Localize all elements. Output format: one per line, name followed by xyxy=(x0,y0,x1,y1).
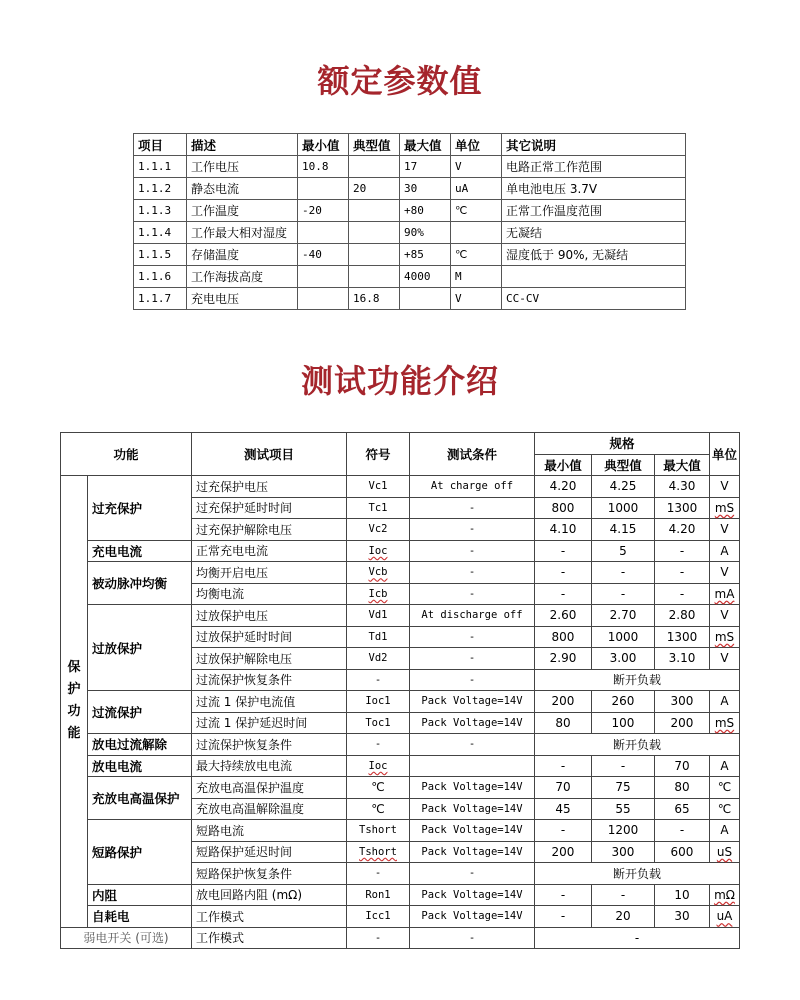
spec-merged: 断开负载 xyxy=(534,734,739,756)
cell xyxy=(400,288,451,310)
condition: - xyxy=(409,626,534,648)
cell xyxy=(298,266,349,288)
unit: V xyxy=(709,519,739,541)
test-item: 充放电高温解除温度 xyxy=(191,798,346,820)
min-value: - xyxy=(534,906,591,928)
group-label: 自耗电 xyxy=(88,906,192,928)
cell: 4000 xyxy=(400,266,451,288)
cell: 湿度低于 90%, 无凝结 xyxy=(502,244,686,266)
cell: 17 xyxy=(400,156,451,178)
typ-value: 1200 xyxy=(591,820,654,842)
header-cell: 典型值 xyxy=(591,454,654,476)
cell: 1.1.3 xyxy=(134,200,187,222)
max-value: 1300 xyxy=(654,497,709,519)
symbol: Tshort xyxy=(346,841,409,863)
condition: - xyxy=(409,540,534,562)
symbol: Vd2 xyxy=(346,648,409,670)
cell: 16.8 xyxy=(349,288,400,310)
rated-params-title: 额定参数值 xyxy=(317,62,483,100)
symbol: - xyxy=(346,863,409,885)
header-cell: 符号 xyxy=(346,433,409,476)
test-item: 过流 1 保护电流值 xyxy=(191,691,346,713)
table-header-row xyxy=(134,134,686,156)
cell: 单电池电压 3.7V xyxy=(502,178,686,200)
max-value: 200 xyxy=(654,712,709,734)
max-value: 30 xyxy=(654,906,709,928)
min-value: - xyxy=(534,583,591,605)
max-value: 80 xyxy=(654,777,709,799)
header-cell: 单位 xyxy=(709,433,739,476)
table-row xyxy=(61,884,740,906)
min-value: 200 xyxy=(534,841,591,863)
typ-value: 2.70 xyxy=(591,605,654,627)
condition: At charge off xyxy=(409,476,534,498)
max-value: 65 xyxy=(654,798,709,820)
typ-value: 55 xyxy=(591,798,654,820)
typ-value: 4.15 xyxy=(591,519,654,541)
cell: M xyxy=(451,266,502,288)
symbol: ℃ xyxy=(346,777,409,799)
typ-value: 1000 xyxy=(591,497,654,519)
condition: Pack Voltage=14V xyxy=(409,777,534,799)
symbol: ℃ xyxy=(346,798,409,820)
min-value: - xyxy=(534,820,591,842)
unit: A xyxy=(709,540,739,562)
table-row xyxy=(134,156,686,178)
condition: Pack Voltage=14V xyxy=(409,712,534,734)
min-value: 80 xyxy=(534,712,591,734)
spec-merged: - xyxy=(534,927,739,949)
condition: - xyxy=(409,863,534,885)
condition: - xyxy=(409,734,534,756)
cell: +80 xyxy=(400,200,451,222)
header-cell: 最大值 xyxy=(400,134,451,156)
symbol: Vc1 xyxy=(346,476,409,498)
table-row xyxy=(61,755,740,777)
cell xyxy=(349,244,400,266)
condition: - xyxy=(409,927,534,949)
typ-value: - xyxy=(591,884,654,906)
symbol: Vc2 xyxy=(346,519,409,541)
test-item: 充放电高温保护温度 xyxy=(191,777,346,799)
header-cell: 单位 xyxy=(451,134,502,156)
max-value: 70 xyxy=(654,755,709,777)
typ-value: - xyxy=(591,755,654,777)
group-label: 充放电高温保护 xyxy=(88,777,192,820)
group-label: 过放保护 xyxy=(88,605,192,691)
symbol: Vd1 xyxy=(346,605,409,627)
typ-value: - xyxy=(591,562,654,584)
group-label: 被动脉冲均衡 xyxy=(88,562,192,605)
cell: 1.1.1 xyxy=(134,156,187,178)
max-value: 1300 xyxy=(654,626,709,648)
cell: 30 xyxy=(400,178,451,200)
symbol: - xyxy=(346,669,409,691)
typ-value: 75 xyxy=(591,777,654,799)
table-row xyxy=(134,178,686,200)
typ-value: 260 xyxy=(591,691,654,713)
test-item: 短路保护延迟时间 xyxy=(191,841,346,863)
cell: -40 xyxy=(298,244,349,266)
unit: mS xyxy=(709,712,739,734)
header-cell: 规格 xyxy=(534,433,709,455)
unit: mS xyxy=(709,497,739,519)
table-row xyxy=(61,927,740,949)
cell: ℃ xyxy=(451,244,502,266)
side-char: 护 xyxy=(67,682,81,698)
max-value: - xyxy=(654,540,709,562)
test-item: 工作模式 xyxy=(191,906,346,928)
cell: 工作电压 xyxy=(187,156,298,178)
test-item: 最大持续放电电流 xyxy=(191,755,346,777)
unit: mA xyxy=(709,583,739,605)
symbol: Tc1 xyxy=(346,497,409,519)
cell xyxy=(349,222,400,244)
test-item: 正常充电电流 xyxy=(191,540,346,562)
header-cell: 测试条件 xyxy=(409,433,534,476)
test-item: 短路保护恢复条件 xyxy=(191,863,346,885)
test-item: 过放保护延时时间 xyxy=(191,626,346,648)
typ-value: 4.25 xyxy=(591,476,654,498)
unit: mS xyxy=(709,626,739,648)
cell: 90% xyxy=(400,222,451,244)
rated-params-table xyxy=(133,133,686,310)
test-item: 放电回路内阻 (mΩ) xyxy=(191,884,346,906)
cell: +85 xyxy=(400,244,451,266)
cell: uA xyxy=(451,178,502,200)
unit: A xyxy=(709,755,739,777)
min-value: 2.90 xyxy=(534,648,591,670)
min-value: 4.20 xyxy=(534,476,591,498)
condition: - xyxy=(409,519,534,541)
test-item: 过放保护解除电压 xyxy=(191,648,346,670)
spec-merged: 断开负载 xyxy=(534,863,739,885)
condition: Pack Voltage=14V xyxy=(409,820,534,842)
min-value: - xyxy=(534,884,591,906)
condition: - xyxy=(409,562,534,584)
cell: 1.1.6 xyxy=(134,266,187,288)
max-value: 3.10 xyxy=(654,648,709,670)
header-cell: 测试项目 xyxy=(191,433,346,476)
test-item: 过流 1 保护延迟时间 xyxy=(191,712,346,734)
max-value: - xyxy=(654,562,709,584)
condition: Pack Voltage=14V xyxy=(409,691,534,713)
test-item: 过充保护电压 xyxy=(191,476,346,498)
cell: 工作海拔高度 xyxy=(187,266,298,288)
max-value: 300 xyxy=(654,691,709,713)
max-value: 600 xyxy=(654,841,709,863)
group-label: 内阻 xyxy=(88,884,192,906)
min-value: 4.10 xyxy=(534,519,591,541)
symbol: Vcb xyxy=(346,562,409,584)
symbol: Ron1 xyxy=(346,884,409,906)
symbol: Toc1 xyxy=(346,712,409,734)
min-value: 200 xyxy=(534,691,591,713)
table-row xyxy=(61,562,740,584)
table-row xyxy=(61,540,740,562)
test-functions-table xyxy=(60,432,740,949)
header-cell: 描述 xyxy=(187,134,298,156)
max-value: 4.20 xyxy=(654,519,709,541)
min-value: 45 xyxy=(534,798,591,820)
table-row xyxy=(61,476,740,498)
table-row xyxy=(61,906,740,928)
group-label: 充电电流 xyxy=(88,540,192,562)
test-functions-title: 测试功能介绍 xyxy=(300,362,499,400)
test-item: 过流保护恢复条件 xyxy=(191,669,346,691)
table-row xyxy=(134,288,686,310)
condition xyxy=(409,755,534,777)
symbol: Ioc xyxy=(346,755,409,777)
symbol: Icc1 xyxy=(346,906,409,928)
min-value: 70 xyxy=(534,777,591,799)
min-value: - xyxy=(534,755,591,777)
min-value: 2.60 xyxy=(534,605,591,627)
symbol: Tshort xyxy=(346,820,409,842)
unit: V xyxy=(709,605,739,627)
typ-value: 300 xyxy=(591,841,654,863)
cell: 静态电流 xyxy=(187,178,298,200)
symbol: - xyxy=(346,927,409,949)
table-row xyxy=(61,691,740,713)
condition: - xyxy=(409,583,534,605)
test-item: 短路电流 xyxy=(191,820,346,842)
unit: V xyxy=(709,562,739,584)
unit: uS xyxy=(709,841,739,863)
header-cell: 典型值 xyxy=(349,134,400,156)
cell: 存储温度 xyxy=(187,244,298,266)
typ-value: 5 xyxy=(591,540,654,562)
condition: - xyxy=(409,669,534,691)
cell: ℃ xyxy=(451,200,502,222)
condition: - xyxy=(409,648,534,670)
table-row xyxy=(61,777,740,799)
typ-value: - xyxy=(591,583,654,605)
condition: - xyxy=(409,497,534,519)
condition: Pack Voltage=14V xyxy=(409,906,534,928)
max-value: - xyxy=(654,820,709,842)
condition: At discharge off xyxy=(409,605,534,627)
group-label: 放电过流解除 xyxy=(88,734,192,756)
test-item: 过充保护延时时间 xyxy=(191,497,346,519)
symbol: - xyxy=(346,734,409,756)
condition: Pack Voltage=14V xyxy=(409,884,534,906)
test-item: 均衡开启电压 xyxy=(191,562,346,584)
table-row xyxy=(61,734,740,756)
test-item: 过放保护电压 xyxy=(191,605,346,627)
table-row xyxy=(134,222,686,244)
typ-value: 100 xyxy=(591,712,654,734)
group-label: 弱电开关 (可选) xyxy=(61,927,192,949)
min-value: 800 xyxy=(534,497,591,519)
max-value: 4.30 xyxy=(654,476,709,498)
side-char: 能 xyxy=(67,726,81,742)
symbol: Ioc1 xyxy=(346,691,409,713)
unit: ℃ xyxy=(709,798,739,820)
protection-function-label xyxy=(61,476,88,928)
min-value: - xyxy=(534,562,591,584)
cell xyxy=(451,222,502,244)
cell: 20 xyxy=(349,178,400,200)
cell: 1.1.5 xyxy=(134,244,187,266)
typ-value: 20 xyxy=(591,906,654,928)
header-cell: 其它说明 xyxy=(502,134,686,156)
cell: 无凝结 xyxy=(502,222,686,244)
symbol: Icb xyxy=(346,583,409,605)
cell xyxy=(502,266,686,288)
cell: 1.1.4 xyxy=(134,222,187,244)
group-label: 过流保护 xyxy=(88,691,192,734)
cell xyxy=(349,200,400,222)
cell: 正常工作温度范围 xyxy=(502,200,686,222)
header-cell: 最大值 xyxy=(654,454,709,476)
table-header-row xyxy=(61,433,740,455)
test-item: 均衡电流 xyxy=(191,583,346,605)
table-row xyxy=(61,820,740,842)
max-value: 10 xyxy=(654,884,709,906)
side-char: 保 xyxy=(67,660,81,676)
unit: A xyxy=(709,820,739,842)
test-item: 过流保护恢复条件 xyxy=(191,734,346,756)
cell xyxy=(349,266,400,288)
cell xyxy=(298,288,349,310)
group-label: 放电电流 xyxy=(88,755,192,777)
min-value: 800 xyxy=(534,626,591,648)
cell: 1.1.7 xyxy=(134,288,187,310)
cell: -20 xyxy=(298,200,349,222)
cell: 10.8 xyxy=(298,156,349,178)
cell: CC-CV xyxy=(502,288,686,310)
header-cell: 最小值 xyxy=(298,134,349,156)
condition: Pack Voltage=14V xyxy=(409,798,534,820)
min-value: - xyxy=(534,540,591,562)
test-item: 过充保护解除电压 xyxy=(191,519,346,541)
cell: 1.1.2 xyxy=(134,178,187,200)
max-value: - xyxy=(654,583,709,605)
header-cell: 项目 xyxy=(134,134,187,156)
typ-value: 3.00 xyxy=(591,648,654,670)
cell xyxy=(298,178,349,200)
table-row xyxy=(134,200,686,222)
unit: A xyxy=(709,691,739,713)
spec-merged: 断开负载 xyxy=(534,669,739,691)
cell: 工作最大相对湿度 xyxy=(187,222,298,244)
symbol: Td1 xyxy=(346,626,409,648)
condition: Pack Voltage=14V xyxy=(409,841,534,863)
cell: V xyxy=(451,288,502,310)
group-label: 短路保护 xyxy=(88,820,192,885)
max-value: 2.80 xyxy=(654,605,709,627)
table-row xyxy=(134,266,686,288)
test-item: 工作模式 xyxy=(191,927,346,949)
side-char: 功 xyxy=(67,704,81,720)
unit: ℃ xyxy=(709,777,739,799)
symbol: Ioc xyxy=(346,540,409,562)
unit: uA xyxy=(709,906,739,928)
header-cell: 最小值 xyxy=(534,454,591,476)
cell xyxy=(298,222,349,244)
cell: 电路正常工作范围 xyxy=(502,156,686,178)
unit: mΩ xyxy=(709,884,739,906)
table-row xyxy=(134,244,686,266)
table-row xyxy=(61,605,740,627)
cell xyxy=(349,156,400,178)
cell: 工作温度 xyxy=(187,200,298,222)
typ-value: 1000 xyxy=(591,626,654,648)
unit: V xyxy=(709,476,739,498)
group-label: 过充保护 xyxy=(88,476,192,541)
header-cell: 功能 xyxy=(61,433,192,476)
unit: V xyxy=(709,648,739,670)
cell: V xyxy=(451,156,502,178)
cell: 充电电压 xyxy=(187,288,298,310)
